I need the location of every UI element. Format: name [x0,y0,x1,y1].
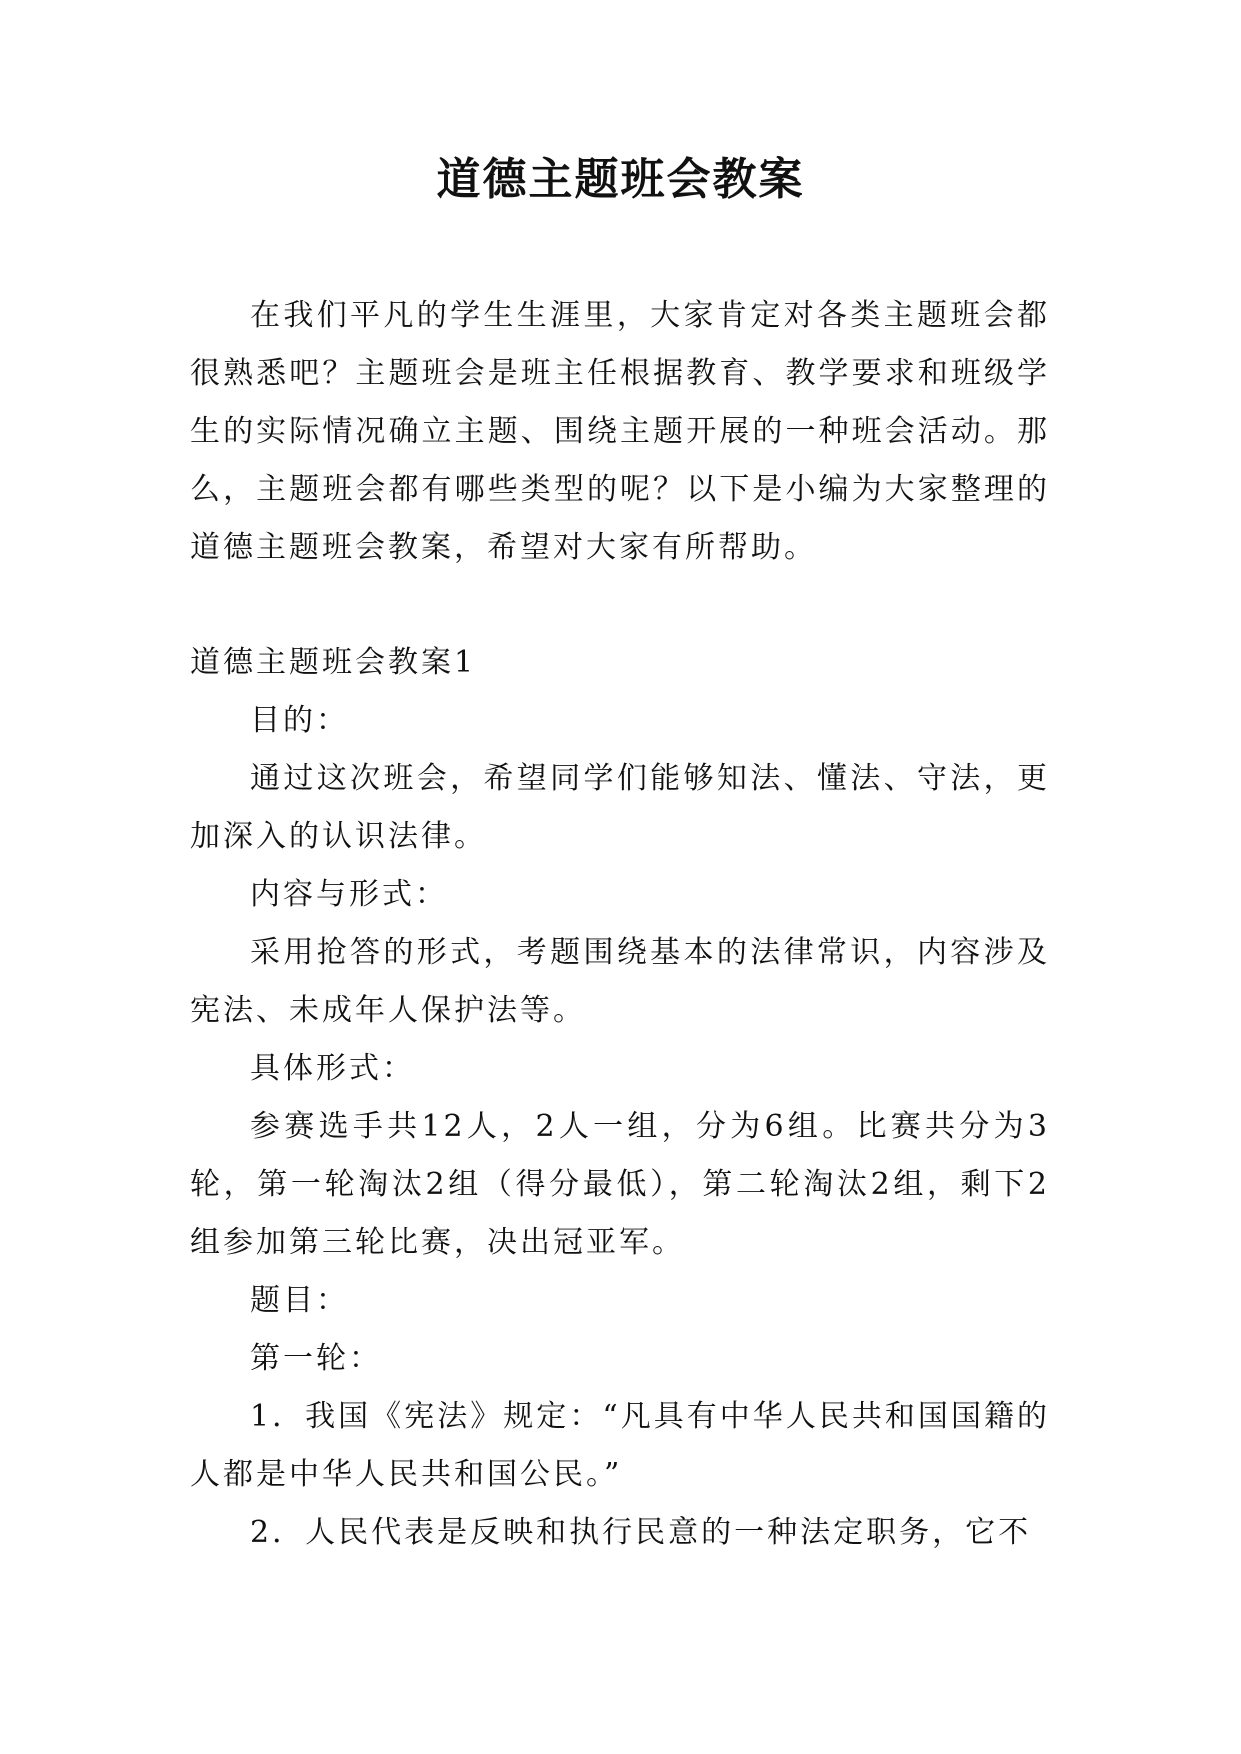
paragraph-format-label: 具体形式： [250,1051,415,1086]
paragraph-question-2: 2．人民代表是反映和执行民意的一种法定职务，它不 [250,1515,1032,1550]
paragraph-questions-label: 题目： [250,1283,349,1318]
paragraph-format: 参赛选手共12人，2人一组，分为6组。比赛共分为3轮，第一轮淘汰2组（得分最低），第二轮淘汰2组，剩下2组参加第三轮比赛，决出冠亚军。 [190,1109,1050,1260]
section-heading: 道德主题班会教案1 [190,645,477,680]
paragraph-round-one-label: 第一轮： [250,1341,382,1376]
paragraph-content: 采用抢答的形式，考题围绕基本的法律常识，内容涉及宪法、未成年人保护法等。 [190,935,1050,1028]
paragraph-content-label: 内容与形式： [250,877,448,912]
document-content [190,634,1050,1562]
intro-paragraph: 在我们平凡的学生生涯里，大家肯定对各类主题班会都很熟悉吧？主题班会是班主任根据教育、教学要求和班级学生的实际情况确立主题、围绕主题开展的一种班会活动。那么，主题班会都有哪些类型的呢？以下是小编为大家整理的道德主题班会教案，希望对大家有所帮助。 [190,298,1050,565]
paragraph-purpose-label: 目的： [250,703,349,738]
paragraph-purpose: 通过这次班会，希望同学们能够知法、懂法、守法，更加深入的认识法律。 [190,761,1050,854]
document-title: 道德主题班会教案 [436,154,805,205]
paragraph-question-1: 1．我国《宪法》规定：“凡具有中华人民共和国国籍的人都是中华人民共和国公民。” [190,1399,1050,1492]
